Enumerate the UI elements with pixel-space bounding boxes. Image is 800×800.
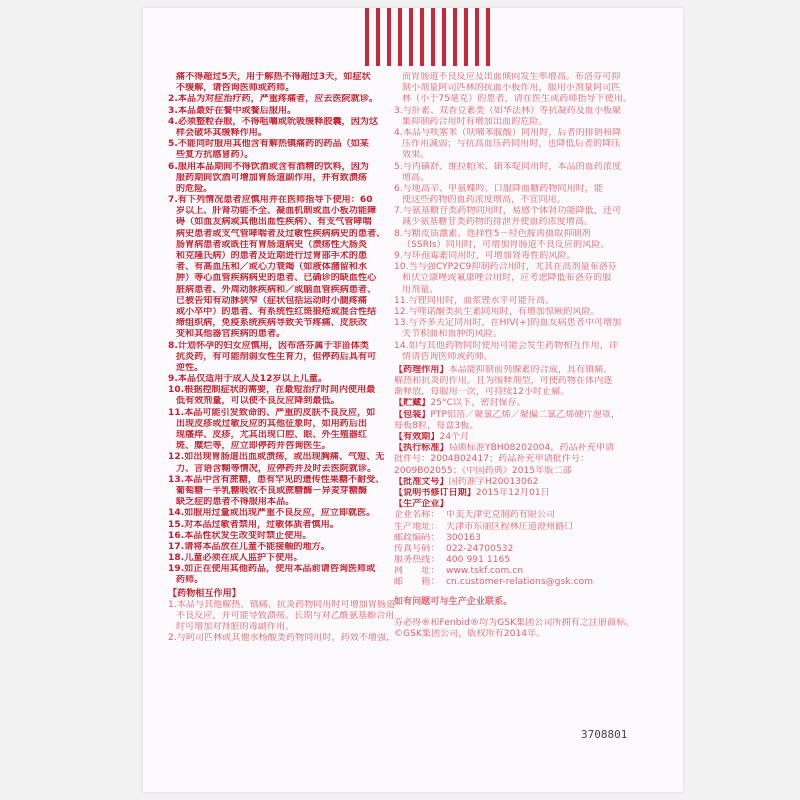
leaflet-text-line: 缔组织病，免疫系统疾病导致关节疼痛、皮肤改: [176, 318, 368, 329]
manufacturer-value: 400 991 1165: [446, 555, 511, 566]
pharmacology-line: 本品能抑制前列腺素的合成，具有镇痛、: [448, 364, 613, 375]
manufacturer-value: cn.customer-relations@gsk.com: [446, 577, 594, 588]
leaflet-text-line: 已被告知有动脉狭窄（症状包括运动时小腿疼痛: [176, 295, 368, 306]
storage-section: [394, 398, 638, 409]
barcode-bar: [464, 8, 468, 66]
validity-label: 【有效期】: [394, 432, 440, 442]
interaction-text-line: 1.本品与其他解热、镇痛、抗炎药物同用时可增加胃肠道: [168, 599, 396, 610]
pharmacology-label: 【药理作用】: [394, 364, 449, 375]
barcode-bar: [420, 8, 424, 66]
leaflet-text-line: 9.本品仅适用于成人及12岁以上儿童。: [168, 374, 328, 385]
pharmacology-line: 解热和抗炎的作用。且为缓释剂型，可使药物在体内逐: [394, 376, 613, 387]
package-line: PTP铝箔／聚氯乙烯／聚偏二氯乙烯硬片泡罩，: [430, 409, 620, 420]
leaflet-text-line: 逆性。: [176, 362, 204, 373]
manufacturer-value: 中美天津史克制药有限公司: [446, 510, 556, 521]
interaction-text-line: 减少氨基糖苷类药物的排泄并使血药浓度增高。: [402, 217, 594, 228]
leaflet-text-line: 现瘙痒、皮疹，尤其出现口腔、眼、外生殖器红: [176, 430, 368, 440]
manufacturer-key: 传真号码：: [394, 543, 440, 554]
validity-value: 24个月: [439, 432, 470, 442]
interaction-text-line: 11.与锂同用时，血浆锂水平可能升高。: [394, 295, 555, 306]
manufacturer-row: [394, 522, 638, 533]
leaflet-text-line: 11.本品可能引发致命的、严重的皮肤不良反应，如: [168, 407, 376, 418]
barcode-bar: [387, 8, 391, 66]
interaction-text-line: 13.与齐多夫定同用时，在HIV(+)的血友病患者中可增加: [394, 318, 622, 329]
barcode-bar: [453, 8, 457, 66]
interaction-text-line: 4.本品与呋塞米（呋喃苯胺酸）同用时，后者的排钠和降: [394, 127, 622, 138]
color-bar-code: [365, 8, 490, 66]
leaflet-sheet: [143, 8, 683, 792]
leaflet-text-line: 18.儿童必须在成人监护下使用。: [168, 553, 303, 564]
manufacturer-key: 企业名称：: [394, 510, 440, 521]
pharmacology-line: 渐释放，每服用一次，可持续12小时止痛。: [394, 387, 570, 398]
leaflet-text-line: 肠胃病患者或既往有胃肠道病史（溃疡性大肠炎: [176, 239, 368, 250]
manufacturer-key: 邮 箱：: [394, 577, 440, 588]
leaflet-text-line: 缺乏症的患者不得服用本品。: [176, 497, 295, 508]
barcode-bar: [475, 8, 479, 66]
leaflet-text-line: 不缓解，请咨询医师或药师。: [176, 83, 295, 94]
revision-label: 【说明书修订日期】: [394, 487, 476, 498]
leaflet-text-line: 12.如出现胃肠道出血或溃疡，或出现胸痛、气短、无: [168, 452, 385, 463]
approval-label: 【批准文号】: [394, 476, 449, 487]
interaction-text-line: 林（小于75毫克）的患者，请在医生或药师指导下使用。: [402, 94, 633, 105]
manufacturer-row: [394, 555, 638, 566]
interaction-text-line: 压作用减弱；与抗高血压药同用时，也降低后者的降压: [402, 139, 621, 150]
interaction-text-line: 时可增加对肾脏的毒副作用。: [176, 622, 295, 633]
leaflet-text-line: 2.本品为对症治疗药，严重疼痛者，应去医院就诊。: [168, 94, 379, 105]
barcode-bar: [398, 8, 402, 66]
leaflet-text-line: 5.不能同时服用其他含有解热镇痛药的药品（如某: [168, 139, 369, 150]
storage-value: 25°C以下，密封保存。: [430, 398, 526, 409]
leaflet-text-line: 14.如服用过量或出现严重不良反应，应立即就医。: [168, 508, 376, 519]
leaflet-text-line: 出现皮疹或过敏反应的其他征象时，如用药后出: [176, 418, 368, 429]
leaflet-text-line: 或小卒中）的患者、有系统性红斑狼疮或混合性结: [176, 306, 377, 317]
interaction-text-line: 关节积血和血肿的风险。: [402, 329, 503, 340]
leaflet-text-line: 13.本品中含有蔗糖，患有罕见的遗传性果糖不耐受、: [168, 474, 385, 485]
trademark-section: [394, 618, 638, 640]
manufacturer-value: www.tskf.com.cn: [446, 566, 524, 577]
leaflet-text-line: 病史患者或支气管哮喘者及过敏性疾病病史的患者、: [176, 228, 386, 239]
leaflet-text-line: 7.有下列情况患者应慎用并在医师指导下使用：60: [168, 195, 373, 206]
leaflet-text-line: 者、有高血压和／或心力衰竭（如液体潴留和水: [176, 262, 368, 273]
manufacturer-key: 邮政编码：: [394, 532, 440, 543]
interaction-text-line: 制小剂量阿司匹林的抗血小板作用，服用小剂量阿司匹: [402, 83, 621, 94]
leaflet-text-line: 和克隆氏病）的患者及近期进行过胃部手术的患: [176, 251, 368, 261]
interaction-text-line: 3.与肝素、双香豆素类（如华法林）等抗凝药及血小板聚: [394, 105, 622, 116]
barcode-bar: [431, 8, 435, 66]
leaflet-text-line: 变和其他器官疾病的患者。: [176, 329, 286, 340]
leaflet-text-line: 些复方抗感冒药）。: [176, 150, 254, 161]
manufacturer-row: [394, 533, 638, 544]
manufacturer-value: 300163: [446, 532, 481, 543]
interaction-text-line: 情请咨询医师或药师。: [402, 351, 494, 362]
manufacturer-row: [394, 510, 638, 521]
interaction-text-line: 10.当与强CYP2C9抑制药合用时，尤其在高剂量布洛芬: [394, 262, 617, 273]
interaction-list-cont: [394, 72, 638, 363]
interaction-list-start: [168, 600, 411, 645]
leaflet-text-line: 服药期间饮酒可增加胃肠道副作用，并有致溃疡: [176, 172, 368, 183]
interaction-text-line: 不良反应，并可能导致溃疡。长期与对乙酰氨基酚合用: [176, 611, 395, 622]
revision-value: 2015年12月01日: [475, 487, 550, 498]
leaflet-text-line: 3.本品最好在餐中或餐后服用。: [168, 105, 297, 116]
standard-line: 批件号：2004B02417；药品补充申请批件号：: [394, 454, 590, 465]
leaflet-text-line: 脏病患者、外周动脉疾病和／或脑血管疾病患者、: [176, 284, 377, 295]
interaction-text-line: 用剂量。: [402, 284, 439, 295]
interaction-heading: 【药物相互作用】: [168, 588, 241, 599]
barcode-bar: [486, 8, 490, 66]
barcode-bar: [365, 8, 369, 66]
manufacturer-label: 【生产企业】: [394, 499, 449, 510]
approval-section: [394, 477, 638, 488]
interaction-text-line: 而胃肠道不良反应及出血倾向发生率增高。布洛芬可抑: [402, 72, 621, 82]
pharmacology-section: [394, 365, 638, 399]
leaflet-text-line: 的危险。: [176, 183, 213, 194]
leaflet-text-line: 19.如正在使用其他药品，使用本品前请咨询医师或: [168, 564, 376, 575]
interaction-text-line: 集抑制药合用时有增加出血的危险。: [402, 116, 548, 127]
leaflet-text-line: 药师。: [176, 575, 204, 586]
package-section: [394, 410, 638, 432]
trademark-line: ©GSK集团公司，版权所有2014年。: [394, 629, 546, 640]
leaflet-text-line: 低有效剂量，可以使不良反应降到最低。: [176, 396, 340, 407]
leaflet-text-line: 岁以上、肝肾功能不全、凝血机制或血小板功能障: [176, 206, 377, 217]
leaflet-text-line: 17.请将本品放在儿童不能接触的地方。: [168, 541, 330, 552]
interaction-text-line: 7.与氨基糖苷类药物同用时，易感个体肾功能降低，还可: [394, 206, 622, 217]
leaflet-text-line: 斑、糜烂等，应立即停药并咨询医生。: [176, 441, 331, 452]
manufacturer-key: 网 址：: [394, 566, 440, 577]
interaction-text-line: 2.与阿司匹林或其他水杨酸类药物同用时，药效不增强，: [168, 633, 396, 644]
manufacturer-value: 天津市东丽区程林庄道澄州路口: [446, 521, 574, 532]
interaction-text-line: 增高。: [402, 172, 430, 183]
interaction-text-line: 9.与环孢霉素同用时，可增加肾毒性的风险。: [394, 251, 576, 261]
leaflet-text-line: 抗炎药，有可能削弱女性生育力，但停药后具有可: [176, 351, 377, 362]
leaflet-text-line: 4.必须整粒吞服，不得咀嚼或吮吸缓释胶囊，因为这: [168, 116, 379, 127]
interaction-text-line: 效果。: [402, 150, 430, 161]
leaflet-text-line: 6.服用本品期间不得饮酒或含有酒精的饮料，因为: [168, 161, 369, 172]
manufacturer-row: [394, 566, 638, 577]
precautions-list: [168, 72, 411, 587]
manufacturer-value: 022-24700532: [446, 543, 514, 554]
leaflet-text-line: 肿）等心血管疾病病史的患者、已确诊的缺血性心: [176, 273, 377, 284]
interaction-text-line: 使这些药物的血药浓度增高，不宜同用。: [402, 195, 566, 206]
interaction-text-line: 5.与丙磺舒、维拉帕米、硝苯啶同用时，本品的血药浓度: [394, 161, 622, 172]
interaction-text-line: 8.与糖皮质激素、选择性5－羟色胺再摄取抑制剂: [394, 228, 591, 239]
barcode-bar: [442, 8, 446, 66]
interaction-text-line: 12.与喹诺酮类抗生素同用时，有增加惊厥的风险。: [394, 306, 600, 317]
barcode-bar: [376, 8, 380, 66]
manufacturer-row: [394, 544, 638, 555]
right-column: [394, 72, 638, 640]
leaflet-text-line: 力、言语含糊等情况，应停药并及时去医院就诊。: [176, 463, 377, 474]
standard-label: 【执行标准】: [394, 443, 449, 454]
leaflet-text-line: 样会破坏其缓释作用。: [176, 127, 268, 138]
leaflet-text-line: 碍（如血友病或其他出血性疾病）、有支气管哮喘: [176, 217, 372, 228]
package-line: 每板8粒，每盒3板。: [394, 420, 479, 431]
interaction-text-line: 14.如与其他药物同时使用可能会发生药物相互作用，详: [394, 340, 618, 351]
standard-section: [394, 443, 638, 477]
manufacturer-row: [394, 577, 638, 588]
leaflet-text-line: 痛不得超过5天，用于解热不得超过3天，如症状: [176, 72, 371, 82]
leaflet-text-line: 葡萄糖－半乳糖吸收不良或蔗糖酶－异麦芽糖酶: [176, 485, 368, 496]
leaflet-text-line: 16.本品性状发生改变时禁止使用。: [168, 530, 312, 541]
print-code: 3708801: [581, 728, 628, 741]
manufacturer-section: [394, 499, 638, 589]
manufacturer-key: 服务热线：: [394, 555, 440, 566]
standard-line: 局颁标准YBH08202004，药品补充申请: [448, 443, 615, 454]
manufacturer-key: 生产地址：: [394, 521, 440, 532]
package-label: 【包装】: [394, 409, 431, 420]
revision-section: [394, 488, 638, 499]
barcode-bar: [409, 8, 413, 66]
validity-section: [394, 432, 638, 443]
approval-value: 国药准字H20013062: [448, 476, 539, 487]
trademark-line: 芬必得®和Fenbid®均为GSK集团公司所拥有之注册商标。: [394, 617, 635, 628]
standard-line: 2009B02055；《中国药典》2015年版二部: [394, 465, 572, 476]
interaction-text-line: （SSRIs）同用时，可增加胃肠道不良反应的风险。: [402, 239, 610, 250]
leaflet-text-line: 10.根据控制症状的需要，在最短治疗时间内使用最: [168, 385, 376, 396]
leaflet-text-line: 8.计划怀孕的妇女应慎用，因布洛芬属于非甾体类: [168, 340, 369, 351]
interaction-text-line: 6.与地高辛、甲氨蝶呤、口服降血糖药物同用时，能: [394, 183, 603, 194]
left-column: [168, 72, 411, 645]
interaction-text-line: 和伏立康唑或氟康唑合用时，应考虑降低布洛芬的服: [402, 273, 612, 284]
storage-label: 【贮藏】: [394, 398, 431, 409]
leaflet-text-line: 15.对本品过敏者禁用，过敏体质者慎用。: [168, 519, 339, 530]
contact-note: 如有问题可与生产企业联系。: [394, 596, 513, 607]
